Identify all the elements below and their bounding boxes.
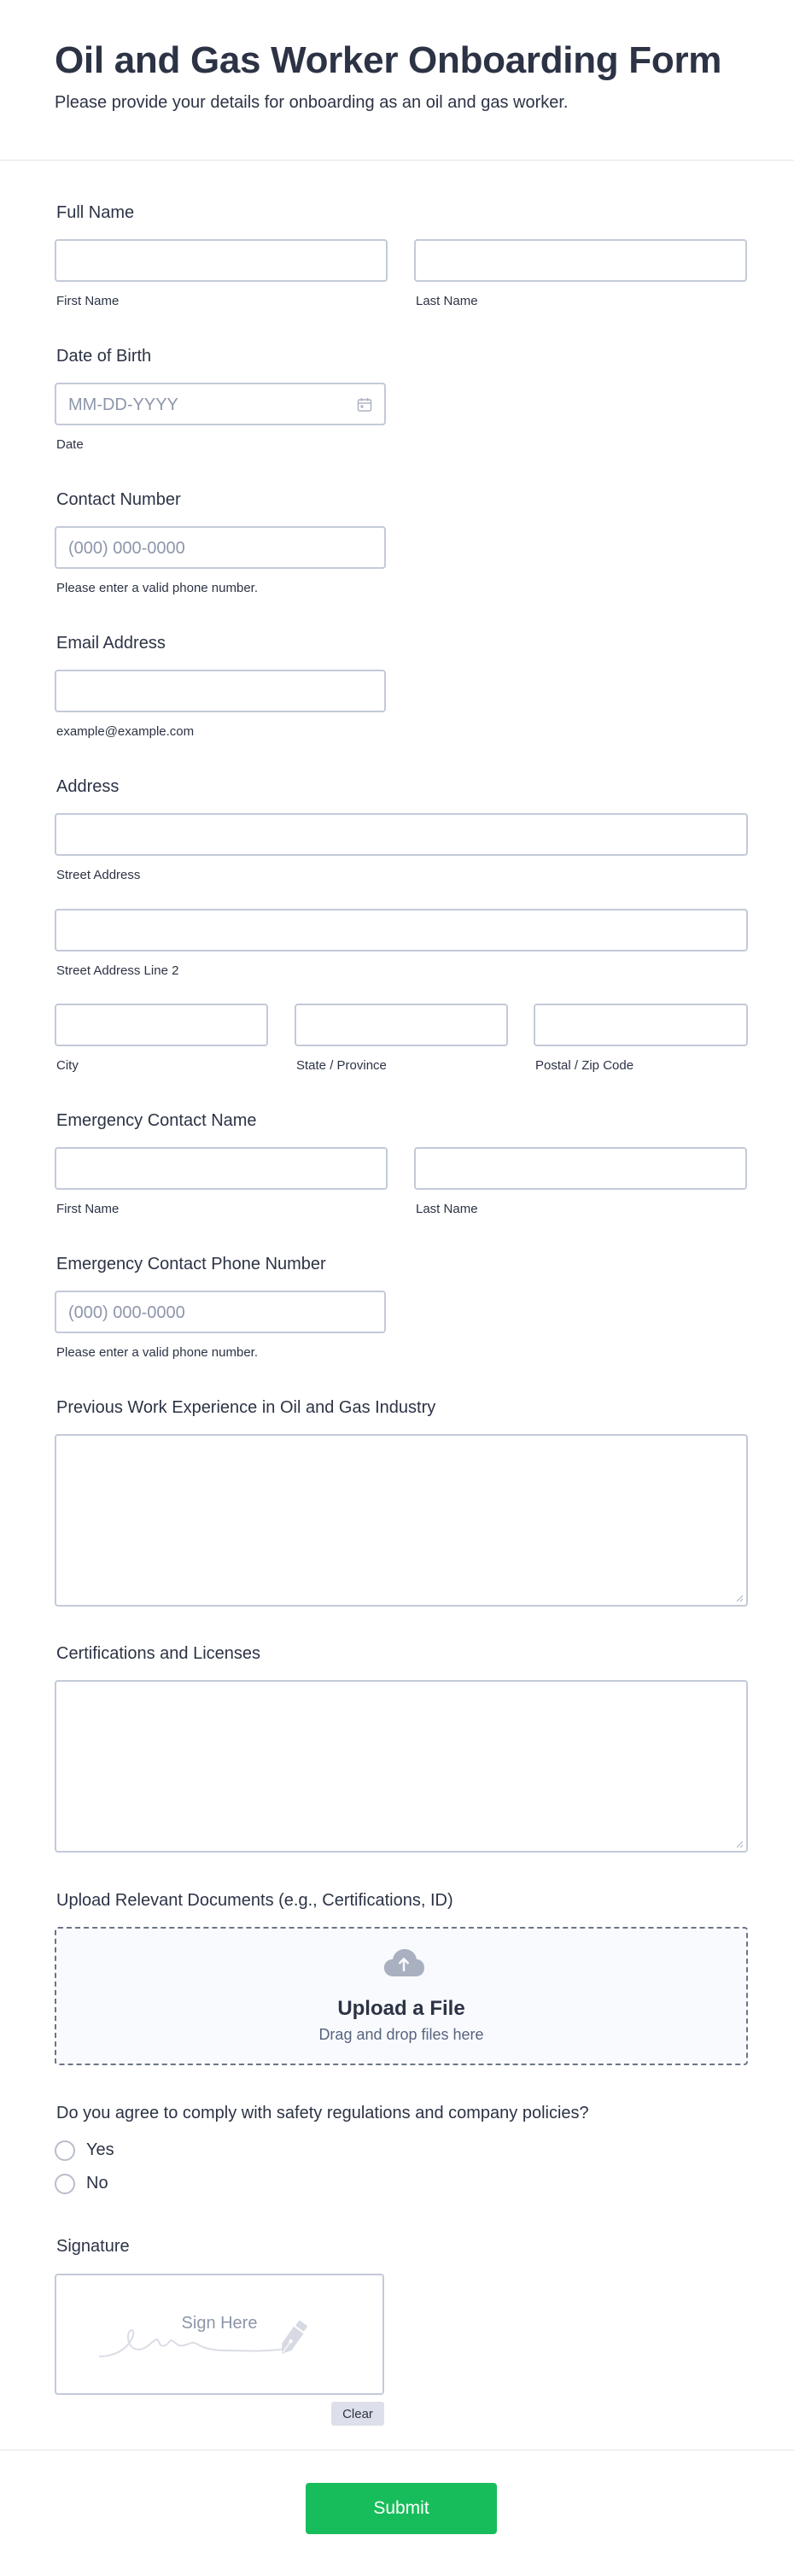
- form-header: [0, 0, 794, 161]
- certifications-label: Certifications and Licenses: [56, 1644, 261, 1663]
- agreement-label: Do you agree to comply with safety regulations and company policies?: [56, 2104, 589, 2122]
- last-name-sublabel: Last Name: [416, 294, 478, 308]
- upload-label: Upload Relevant Documents (e.g., Certifications, ID): [56, 1891, 453, 1910]
- email-label: Email Address: [56, 634, 166, 653]
- emergency-phone-label: Emergency Contact Phone Number: [56, 1255, 326, 1273]
- last-name-input[interactable]: [414, 239, 747, 282]
- contact-placeholder: (000) 000-0000: [68, 539, 185, 558]
- resize-grip-icon[interactable]: [735, 1594, 744, 1602]
- emergency-phone-placeholder: (000) 000-0000: [68, 1303, 185, 1322]
- emergency-first-name-sublabel: First Name: [56, 1202, 120, 1216]
- emergency-last-name-sublabel: Last Name: [416, 1202, 478, 1216]
- clear-signature-button[interactable]: Clear: [331, 2402, 384, 2426]
- signature-label: Signature: [56, 2237, 130, 2256]
- street-address-line2-sublabel: Street Address Line 2: [56, 963, 179, 978]
- upload-subtitle: Drag and drop files here: [318, 2026, 484, 2043]
- full-name-label: Full Name: [56, 203, 135, 222]
- form-title: Oil and Gas Worker Onboarding Form: [55, 39, 722, 81]
- emergency-phone-input[interactable]: [55, 1291, 386, 1333]
- state-sublabel: State / Province: [296, 1058, 387, 1073]
- street-address-sublabel: Street Address: [56, 868, 141, 882]
- zip-sublabel: Postal / Zip Code: [535, 1058, 634, 1073]
- zip-input[interactable]: [534, 1004, 748, 1046]
- calendar-icon[interactable]: [357, 397, 372, 413]
- street-address-input[interactable]: [55, 813, 748, 856]
- first-name-input[interactable]: [55, 239, 388, 282]
- dob-input[interactable]: [55, 383, 386, 425]
- cloud-upload-icon: [382, 1947, 425, 1980]
- certifications-textarea[interactable]: [55, 1680, 748, 1853]
- resize-grip-icon[interactable]: [735, 1840, 744, 1848]
- upload-title: Upload a File: [337, 1997, 465, 2020]
- signature-placeholder: Sign Here: [181, 2314, 258, 2333]
- contact-input[interactable]: [55, 526, 386, 569]
- emergency-name-label: Emergency Contact Name: [56, 1111, 257, 1130]
- dob-label: Date of Birth: [56, 347, 152, 366]
- contact-sublabel: Please enter a valid phone number.: [56, 581, 258, 595]
- agreement-no-radio[interactable]: [55, 2174, 75, 2194]
- address-label: Address: [56, 777, 120, 796]
- dob-sublabel: Date: [56, 437, 84, 452]
- city-sublabel: City: [56, 1058, 79, 1073]
- agreement-yes-label[interactable]: Yes: [86, 2140, 114, 2159]
- first-name-sublabel: First Name: [56, 294, 120, 308]
- form-subtitle: Please provide your details for onboarding as an oil and gas worker.: [55, 93, 569, 112]
- file-upload-dropzone[interactable]: [55, 1927, 748, 2065]
- emergency-phone-sublabel: Please enter a valid phone number.: [56, 1345, 258, 1360]
- agreement-yes-radio[interactable]: [55, 2140, 75, 2161]
- state-input[interactable]: [295, 1004, 508, 1046]
- email-sublabel: example@example.com: [56, 724, 195, 739]
- email-input[interactable]: [55, 670, 386, 712]
- signature-pad[interactable]: [55, 2274, 384, 2395]
- emergency-last-name-input[interactable]: [414, 1147, 747, 1190]
- agreement-no-label[interactable]: No: [86, 2174, 108, 2193]
- submit-button[interactable]: Submit: [306, 2483, 497, 2534]
- city-input[interactable]: [55, 1004, 268, 1046]
- contact-label: Contact Number: [56, 490, 181, 509]
- dob-placeholder: MM-DD-YYYY: [68, 395, 178, 414]
- street-address-line2-input[interactable]: [55, 909, 748, 951]
- emergency-first-name-input[interactable]: [55, 1147, 388, 1190]
- experience-textarea[interactable]: [55, 1434, 748, 1607]
- experience-label: Previous Work Experience in Oil and Gas Industry: [56, 1398, 436, 1417]
